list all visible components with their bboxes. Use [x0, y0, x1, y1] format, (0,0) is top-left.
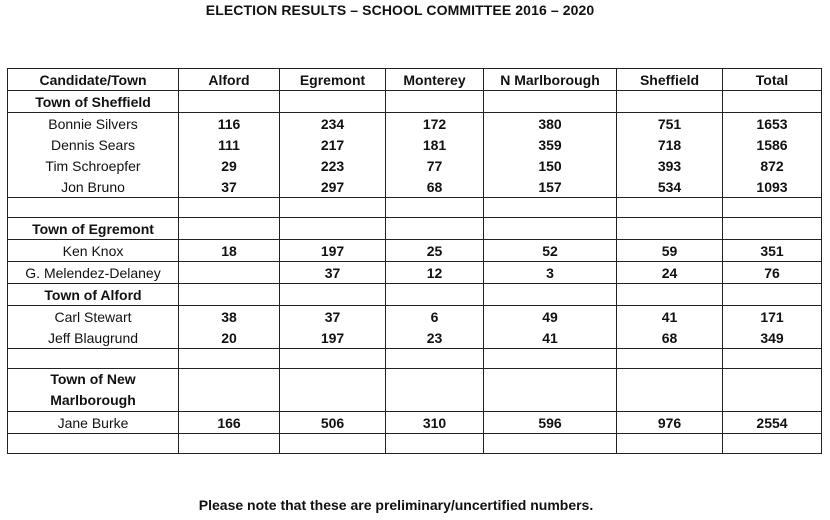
candidate-name: G. Melendez-Delaney: [8, 262, 179, 284]
vote-cell: 37: [280, 306, 386, 328]
total-cell: 76: [723, 262, 822, 284]
vote-cell: 111: [179, 134, 280, 155]
town-name: Town of New Marlborough: [8, 369, 179, 412]
vote-cell: 197: [280, 327, 386, 349]
vote-cell: 172: [386, 113, 484, 135]
vote-cell: 29: [179, 155, 280, 176]
vote-cell: 12: [386, 262, 484, 284]
total-cell: 1586: [723, 134, 822, 155]
town-row: [8, 91, 822, 113]
candidate-name: Jon Bruno: [8, 176, 179, 198]
column-header: Sheffield: [617, 69, 723, 91]
candidate-name: Bonnie Silvers: [8, 113, 179, 135]
vote-cell: 976: [617, 412, 723, 434]
vote-cell: 18: [179, 240, 280, 262]
table-row: [8, 412, 822, 434]
town-name: Town of Sheffield: [8, 91, 179, 113]
table-row: [8, 134, 822, 155]
table-row: [8, 262, 822, 284]
table-row: [8, 240, 822, 262]
vote-cell: 23: [386, 327, 484, 349]
vote-cell: 49: [484, 306, 617, 328]
spacer-row: [8, 198, 822, 218]
vote-cell: 37: [280, 262, 386, 284]
vote-cell: 41: [484, 327, 617, 349]
vote-cell: 38: [179, 306, 280, 328]
town-row: [8, 369, 822, 412]
vote-cell: 59: [617, 240, 723, 262]
column-header: Total: [723, 69, 822, 91]
town-name: Town of Alford: [8, 284, 179, 306]
spacer-row: [8, 434, 822, 454]
vote-cell: 310: [386, 412, 484, 434]
town-row: [8, 218, 822, 240]
vote-cell: 718: [617, 134, 723, 155]
column-header: Candidate/Town: [8, 69, 179, 91]
vote-cell: 3: [484, 262, 617, 284]
column-header: Egremont: [280, 69, 386, 91]
vote-cell: 166: [179, 412, 280, 434]
vote-cell: 150: [484, 155, 617, 176]
vote-cell: 25: [386, 240, 484, 262]
table-row: [8, 327, 822, 349]
total-cell: 2554: [723, 412, 822, 434]
candidate-name: Dennis Sears: [8, 134, 179, 155]
total-cell: 171: [723, 306, 822, 328]
total-cell: 349: [723, 327, 822, 349]
vote-cell: 380: [484, 113, 617, 135]
total-cell: 872: [723, 155, 822, 176]
column-header: Monterey: [386, 69, 484, 91]
column-header: Alford: [179, 69, 280, 91]
table-row: [8, 113, 822, 135]
header-row: [8, 69, 822, 91]
spacer-row: [8, 349, 822, 369]
candidate-name: Jane Burke: [8, 412, 179, 434]
vote-cell: 157: [484, 176, 617, 198]
vote-cell: 297: [280, 176, 386, 198]
vote-cell: 596: [484, 412, 617, 434]
page-title: ELECTION RESULTS – SCHOOL COMMITTEE 2016 – 2020: [205, 2, 595, 18]
vote-cell: 20: [179, 327, 280, 349]
candidate-name: Carl Stewart: [8, 306, 179, 328]
vote-cell: 217: [280, 134, 386, 155]
footnote: Please note that these are preliminary/uncertified numbers.: [198, 497, 594, 513]
total-cell: 1093: [723, 176, 822, 198]
vote-cell: 506: [280, 412, 386, 434]
vote-cell: 181: [386, 134, 484, 155]
results-table: [7, 68, 822, 454]
vote-cell: 223: [280, 155, 386, 176]
vote-cell: 393: [617, 155, 723, 176]
vote-cell: 359: [484, 134, 617, 155]
vote-cell: 41: [617, 306, 723, 328]
town-name: Town of Egremont: [8, 218, 179, 240]
vote-cell: 6: [386, 306, 484, 328]
vote-cell: 197: [280, 240, 386, 262]
town-row: [8, 284, 822, 306]
vote-cell: 37: [179, 176, 280, 198]
vote-cell: 68: [617, 327, 723, 349]
table-row: [8, 306, 822, 328]
vote-cell: 534: [617, 176, 723, 198]
candidate-name: Ken Knox: [8, 240, 179, 262]
total-cell: 351: [723, 240, 822, 262]
vote-cell: 68: [386, 176, 484, 198]
total-cell: 1653: [723, 113, 822, 135]
vote-cell: 77: [386, 155, 484, 176]
candidate-name: Tim Schroepfer: [8, 155, 179, 176]
vote-cell: 24: [617, 262, 723, 284]
table-row: [8, 155, 822, 176]
table-row: [8, 176, 822, 198]
column-header: N Marlborough: [484, 69, 617, 91]
vote-cell: 751: [617, 113, 723, 135]
vote-cell: 234: [280, 113, 386, 135]
vote-cell: [179, 262, 280, 284]
candidate-name: Jeff Blaugrund: [8, 327, 179, 349]
vote-cell: 52: [484, 240, 617, 262]
vote-cell: 116: [179, 113, 280, 135]
